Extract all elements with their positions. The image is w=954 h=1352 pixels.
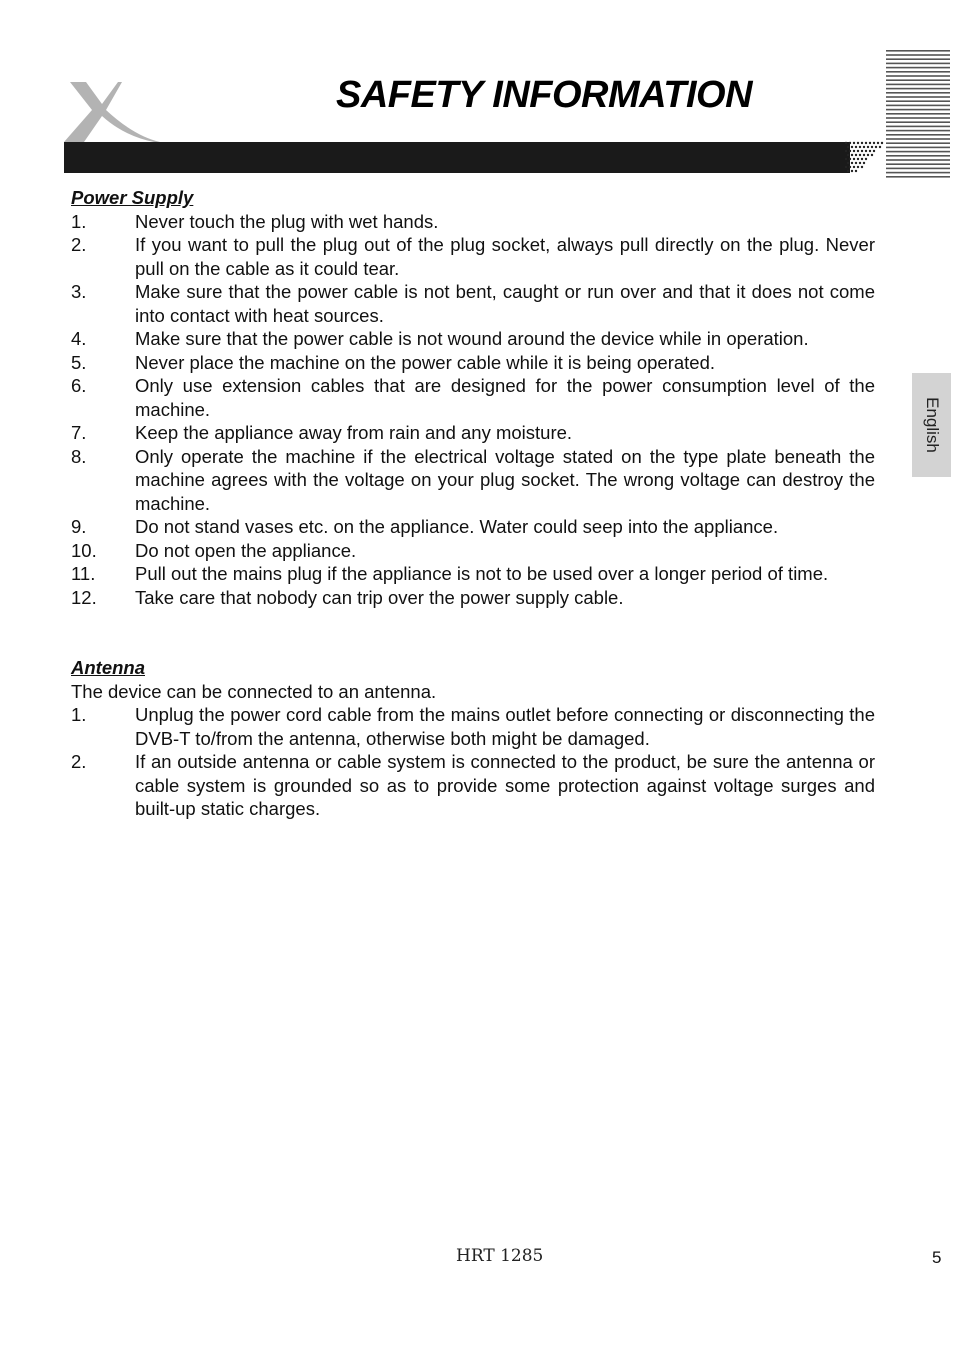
section-heading-power-supply: Power Supply <box>71 187 194 208</box>
list-item <box>71 233 875 280</box>
list-item-text: Do not open the appliance. <box>135 539 357 561</box>
header-bar <box>64 142 850 173</box>
list-item <box>71 374 875 421</box>
list-item-number: 12. <box>71 586 97 608</box>
list-item-text: Make sure that the power cable is not wound around the device while in operation. <box>135 328 809 349</box>
list-item-number: 9. <box>71 516 87 537</box>
list-item <box>71 351 875 375</box>
document-body <box>71 186 875 821</box>
list-item-number: 5. <box>71 351 87 373</box>
list-item <box>71 703 875 750</box>
antenna-list <box>71 703 875 821</box>
list-item <box>71 586 875 610</box>
list-item <box>71 210 875 234</box>
language-tab <box>912 373 951 477</box>
list-item <box>71 327 875 351</box>
list-item <box>71 515 875 539</box>
list-item <box>71 421 875 445</box>
list-item <box>71 562 875 586</box>
page-number: 5 <box>932 1248 942 1267</box>
list-item-text: Only operate the machine if the electrical voltage stated on the type plate beneath the machine agrees with the voltage on your plug socket. The wrong voltage can destroy the machine. <box>135 445 875 514</box>
list-item <box>71 750 875 821</box>
footer-model-name: HRT 1285 <box>456 1246 544 1266</box>
list-item-number: 1. <box>71 704 87 725</box>
language-tab-label: English <box>922 397 942 453</box>
list-item-text: If an outside antenna or cable system is connected to the product, be sure the antenna or cable system is grounded so as to provide some protection against voltage surges and built-up static charges. <box>135 751 875 819</box>
list-item-number: 2. <box>71 234 87 255</box>
list-item-text: Never place the machine on the power cable while it is being operated. <box>135 351 716 373</box>
power-supply-list <box>71 210 875 610</box>
list-item-text: Unplug the power cord cable from the mains outlet before connecting or disconnecting the DVB-T to/from the antenna, otherwise both might be damaged. <box>135 704 875 749</box>
list-item-text: Keep the appliance away from rain and any moisture. <box>135 422 573 443</box>
list-item-text: Only use extension cables that are designed for the power consumption level of the machine. <box>135 375 875 420</box>
list-item <box>71 539 875 563</box>
list-item-text: Do not stand vases etc. on the appliance. Water could seep into the appliance. <box>135 516 779 537</box>
dot-pattern-decoration <box>842 140 884 174</box>
list-item-number: 10. <box>71 539 97 561</box>
list-item-number: 8. <box>71 445 87 467</box>
list-item-number: 4. <box>71 328 87 349</box>
list-item-text: Take care that nobody can trip over the power supply cable. <box>135 586 624 608</box>
brand-x-logo-icon <box>62 78 162 144</box>
page-title: SAFETY INFORMATION <box>336 74 753 116</box>
list-item-text: Make sure that the power cable is not bent, caught or run over and that it does not come into contact with heat sources. <box>135 281 875 326</box>
list-item-number: 11. <box>71 563 96 584</box>
antenna-intro: The device can be connected to an antenna. <box>71 680 437 702</box>
list-item <box>71 445 875 516</box>
list-item-number: 2. <box>71 751 87 772</box>
list-item-text: If you want to pull the plug out of the plug socket, always pull directly on the plug. Never pull on the cable as it could tear. <box>135 234 875 279</box>
list-item-text: Pull out the mains plug if the appliance is not to be used over a longer period of time. <box>135 563 829 584</box>
list-item <box>71 280 875 327</box>
section-heading-antenna: Antenna <box>71 657 145 678</box>
list-item-number: 1. <box>71 210 87 232</box>
list-item-number: 3. <box>71 281 87 302</box>
list-item-text: Never touch the plug with wet hands. <box>135 210 439 232</box>
list-item-number: 7. <box>71 422 87 443</box>
stripe-decoration <box>886 50 950 178</box>
list-item-number: 6. <box>71 375 87 396</box>
